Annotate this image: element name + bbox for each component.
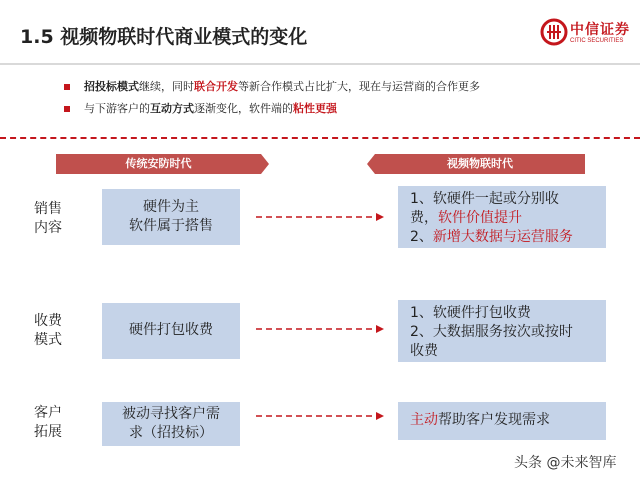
box-text: 2、 [410,229,433,245]
bullet-highlight: 粘性更强 [293,102,337,115]
box-line: 1、软硬件打包收费 [410,305,531,321]
iot-charging-box [398,300,606,362]
column-header-traditional: 传统安防时代 [56,154,261,174]
column-header-iot: 视频物联时代 [375,154,585,174]
dashed-arrow-icon [256,324,384,334]
box-line [410,190,606,209]
box-text: 1、软硬件一起或分别收 [410,191,559,207]
box-line: 硬件打包收费 [129,322,213,338]
row-label-line: 模式 [34,332,62,348]
bullet-square-icon [64,84,70,90]
box-line [410,209,606,228]
bullet-item [64,102,624,124]
box-line: 被动寻找客户需 [122,406,220,422]
logo-text-en: CITIC SECURITIES [570,38,624,44]
row-label-sales-content [20,200,76,238]
bullet-fragment: 逐渐变化，软件端的 [194,102,293,115]
page-title: 1.5 视频物联时代商业模式的变化 [20,26,308,48]
row-label-line: 收费 [34,313,62,329]
section-divider [0,137,640,139]
box-line [410,228,606,247]
iot-sales-box [398,186,606,248]
traditional-charging-box [102,303,240,359]
logo-text-cn: 中信证券 [570,22,630,38]
row-label-line: 销售 [34,201,62,217]
bullet-square-icon [64,106,70,112]
row-label-line: 拓展 [34,424,62,440]
box-line [410,411,606,430]
citic-logo-icon [540,18,568,46]
box-line: 硬件为主 [143,199,199,215]
bullet-fragment: 继续，同时 [139,80,194,93]
bullet-emphasis: 招投标模式 [84,80,139,93]
box-highlight: 软件价值提升 [438,210,522,226]
dashed-arrow-icon [256,212,384,222]
box-text: 帮助客户发现需求 [438,412,550,428]
bullet-fragment: 与下游客户的 [84,102,150,115]
row-label-line: 客户 [34,405,62,421]
dashed-arrow-icon [256,411,384,421]
company-logo [540,16,632,52]
box-highlight: 新增大数据与运营服务 [432,229,573,245]
bullet-text [84,102,337,116]
bullet-list [64,80,624,124]
row-label-line: 内容 [34,220,62,236]
bullet-emphasis: 互动方式 [150,102,194,115]
traditional-customer-box [102,402,240,446]
row-label-customer-expansion [20,404,76,442]
title-divider [0,63,640,65]
box-line: 收费 [410,343,438,359]
row-label-charging-model [20,312,76,350]
box-line: 求（招投标） [129,425,213,441]
watermark: 头条 @未来智库 [514,455,617,471]
bullet-highlight: 联合开发 [194,80,238,93]
title-bar [0,0,640,72]
bullet-item [64,80,624,102]
bullet-fragment: 等新合作模式占比扩大，现在与运营商的合作更多 [238,80,480,93]
box-text: 费， [410,210,438,226]
box-line: 2、大数据服务按次或按时 [410,324,573,340]
iot-customer-box [398,402,606,440]
bullet-text [84,80,480,94]
traditional-sales-box [102,189,240,245]
box-highlight: 主动 [410,412,438,428]
box-line: 软件属于搭售 [129,218,213,234]
